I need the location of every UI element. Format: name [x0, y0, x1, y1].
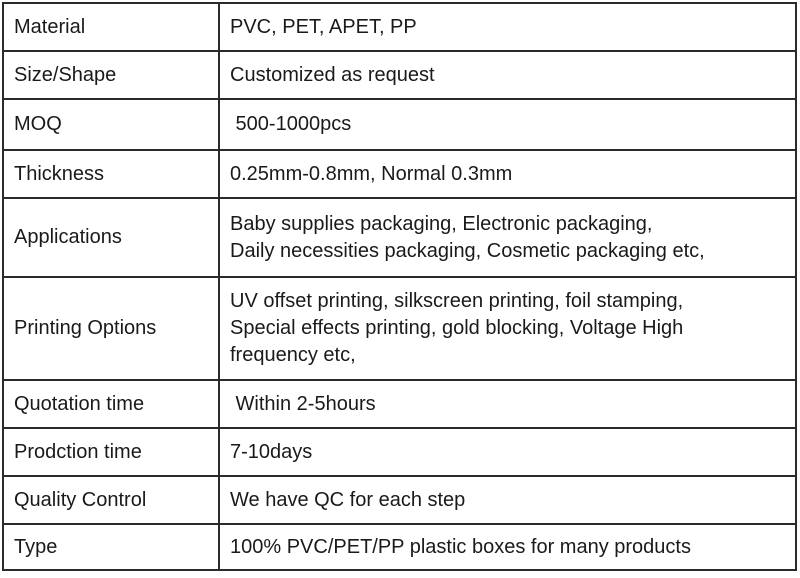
row-value-line: 0.25mm-0.8mm, Normal 0.3mm	[230, 162, 513, 185]
row-value	[219, 476, 796, 524]
row-label: MOQ	[3, 99, 219, 150]
table-row	[3, 198, 796, 277]
row-label: Printing Options	[3, 277, 219, 380]
row-value	[219, 198, 796, 277]
row-value-line: 100% PVC/PET/PP plastic boxes for many products	[230, 535, 691, 558]
table-row	[3, 476, 796, 524]
row-label: Quality Control	[3, 476, 219, 524]
row-value-line: Baby supplies packaging, Electronic packaging,	[230, 212, 653, 235]
row-value	[219, 3, 796, 51]
row-label: Quotation time	[3, 380, 219, 428]
row-value-line: We have QC for each step	[230, 488, 466, 511]
row-value-line: Within 2-5hours	[230, 392, 376, 415]
table-row	[3, 428, 796, 476]
row-value	[219, 51, 796, 99]
row-value-line: 500-1000pcs	[230, 113, 352, 135]
spec-table	[2, 2, 797, 571]
table-row	[3, 51, 796, 99]
table-row	[3, 380, 796, 428]
row-value	[219, 428, 796, 476]
table-row	[3, 524, 796, 570]
row-label: Thickness	[3, 150, 219, 198]
row-value	[219, 150, 796, 198]
table-row	[3, 3, 796, 51]
row-value	[219, 524, 796, 570]
row-value-line: UV offset printing, silkscreen printing, foil stamping,	[230, 290, 684, 312]
row-label: Material	[3, 3, 219, 51]
row-label: Prodction time	[3, 428, 219, 476]
table-row	[3, 277, 796, 380]
table-row	[3, 150, 796, 198]
row-label: Type	[3, 524, 219, 570]
row-value-line: 7-10days	[230, 440, 313, 463]
row-label: Size/Shape	[3, 51, 219, 99]
row-value	[219, 277, 796, 380]
row-value-line: frequency etc,	[230, 344, 356, 366]
row-value-line: Daily necessities packaging, Cosmetic packaging etc,	[230, 239, 705, 262]
row-label: Applications	[3, 198, 219, 277]
row-value-line: Special effects printing, gold blocking, Voltage High	[230, 317, 684, 339]
table-row	[3, 99, 796, 150]
row-value	[219, 380, 796, 428]
row-value-line: PVC, PET, APET, PP	[230, 15, 417, 38]
row-value-line: Customized as request	[230, 63, 435, 86]
row-value	[219, 99, 796, 150]
